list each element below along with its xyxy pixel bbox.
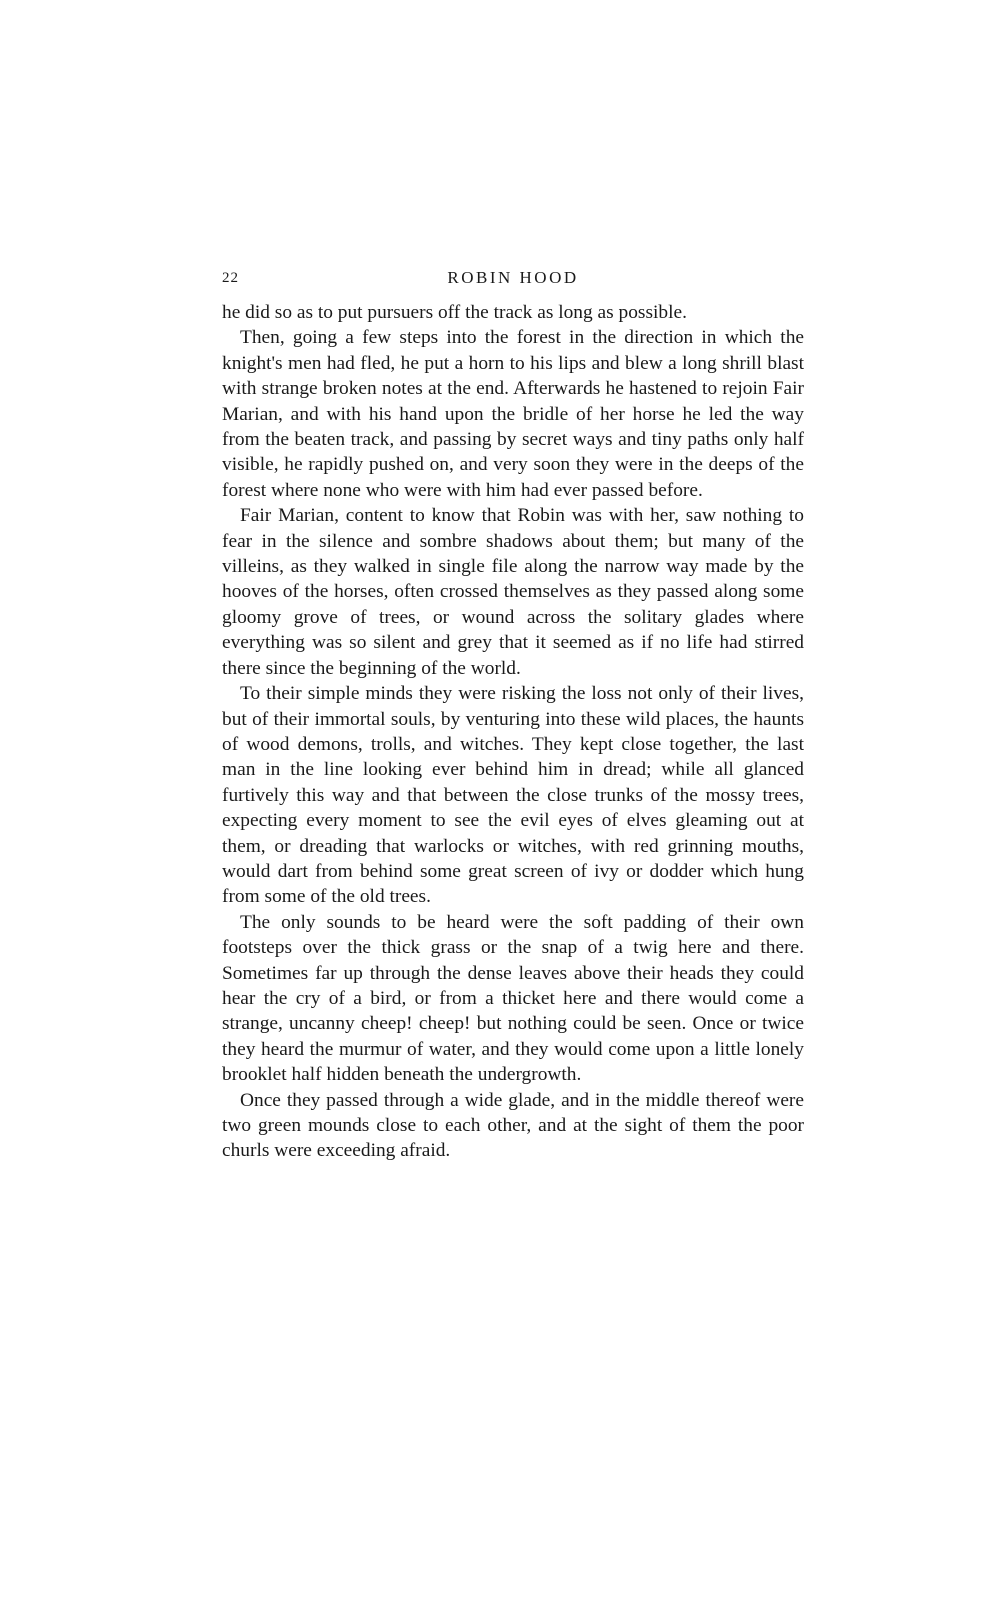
paragraph-continued: he did so as to put pursuers off the track as long as possible. — [222, 302, 687, 323]
paragraph: Fair Marian, content to know that Robin was with her, saw nothing to fear in the silence and sombre shadows about them; but many of the villeins, as they walked in single file along the narrow way made by the hooves of the horses, often crossed themselves as they passed along some gloomy grove of trees, or wound across the solitary glades where everything was so silent and grey that it seemed as if no life had stirred there since the beginning of the world. — [222, 505, 804, 679]
paragraph: Once they passed through a wide glade, and in the middle thereof were two green mounds close to each other, and at the sight of them the poor churls were exceeding afraid. — [222, 1089, 804, 1162]
paragraph: The only sounds to be heard were the soft padding of their own footsteps over the thick grass or the snap of a twig here and there. Sometimes far up through the dense leaves above their heads they could hear the cry of a bird, or from a thicket here and there would come a strange, uncanny cheep! cheep! but nothing could be seen. Once or twice they heard the murmur of water, and they would come upon a little lonely brooklet half hidden beneath the undergrowth. — [222, 911, 804, 1086]
running-head — [222, 266, 804, 292]
paragraph: To their simple minds they were risking the loss not only of their lives, but of their immortal souls, by venturing into these wild places, the haunts of wood demons, trolls, and witches. They kept close together, the last man in the line looking ever behind him in dread; while all glanced furtively this way and that between the close trunks of the mossy trees, expecting every moment to see the evil eyes of elves gleaming out at them, or dreading that warlocks or witches, with red grinning mouths, would dart from behind some great screen of ivy or dodder which hung from some of the old trees. — [222, 683, 804, 908]
book-page — [222, 266, 804, 1164]
body-text — [222, 300, 804, 1164]
page-number: 22 — [222, 270, 239, 286]
paragraph: Then, going a few steps into the forest in the direction in which the knight's men had fled, he put a horn to his lips and blew a long shrill blast with strange broken notes at the end. Afterwards he hastened to rejoin Fair Marian, and with his hand upon the bridle of her horse he led the way from the beaten track, and passing by secret ways and tiny paths only half visible, he rapidly pushed on, and very soon they were in the deeps of the forest where none who were with him had ever passed before. — [222, 327, 804, 501]
running-head-title: ROBIN HOOD — [447, 268, 579, 287]
